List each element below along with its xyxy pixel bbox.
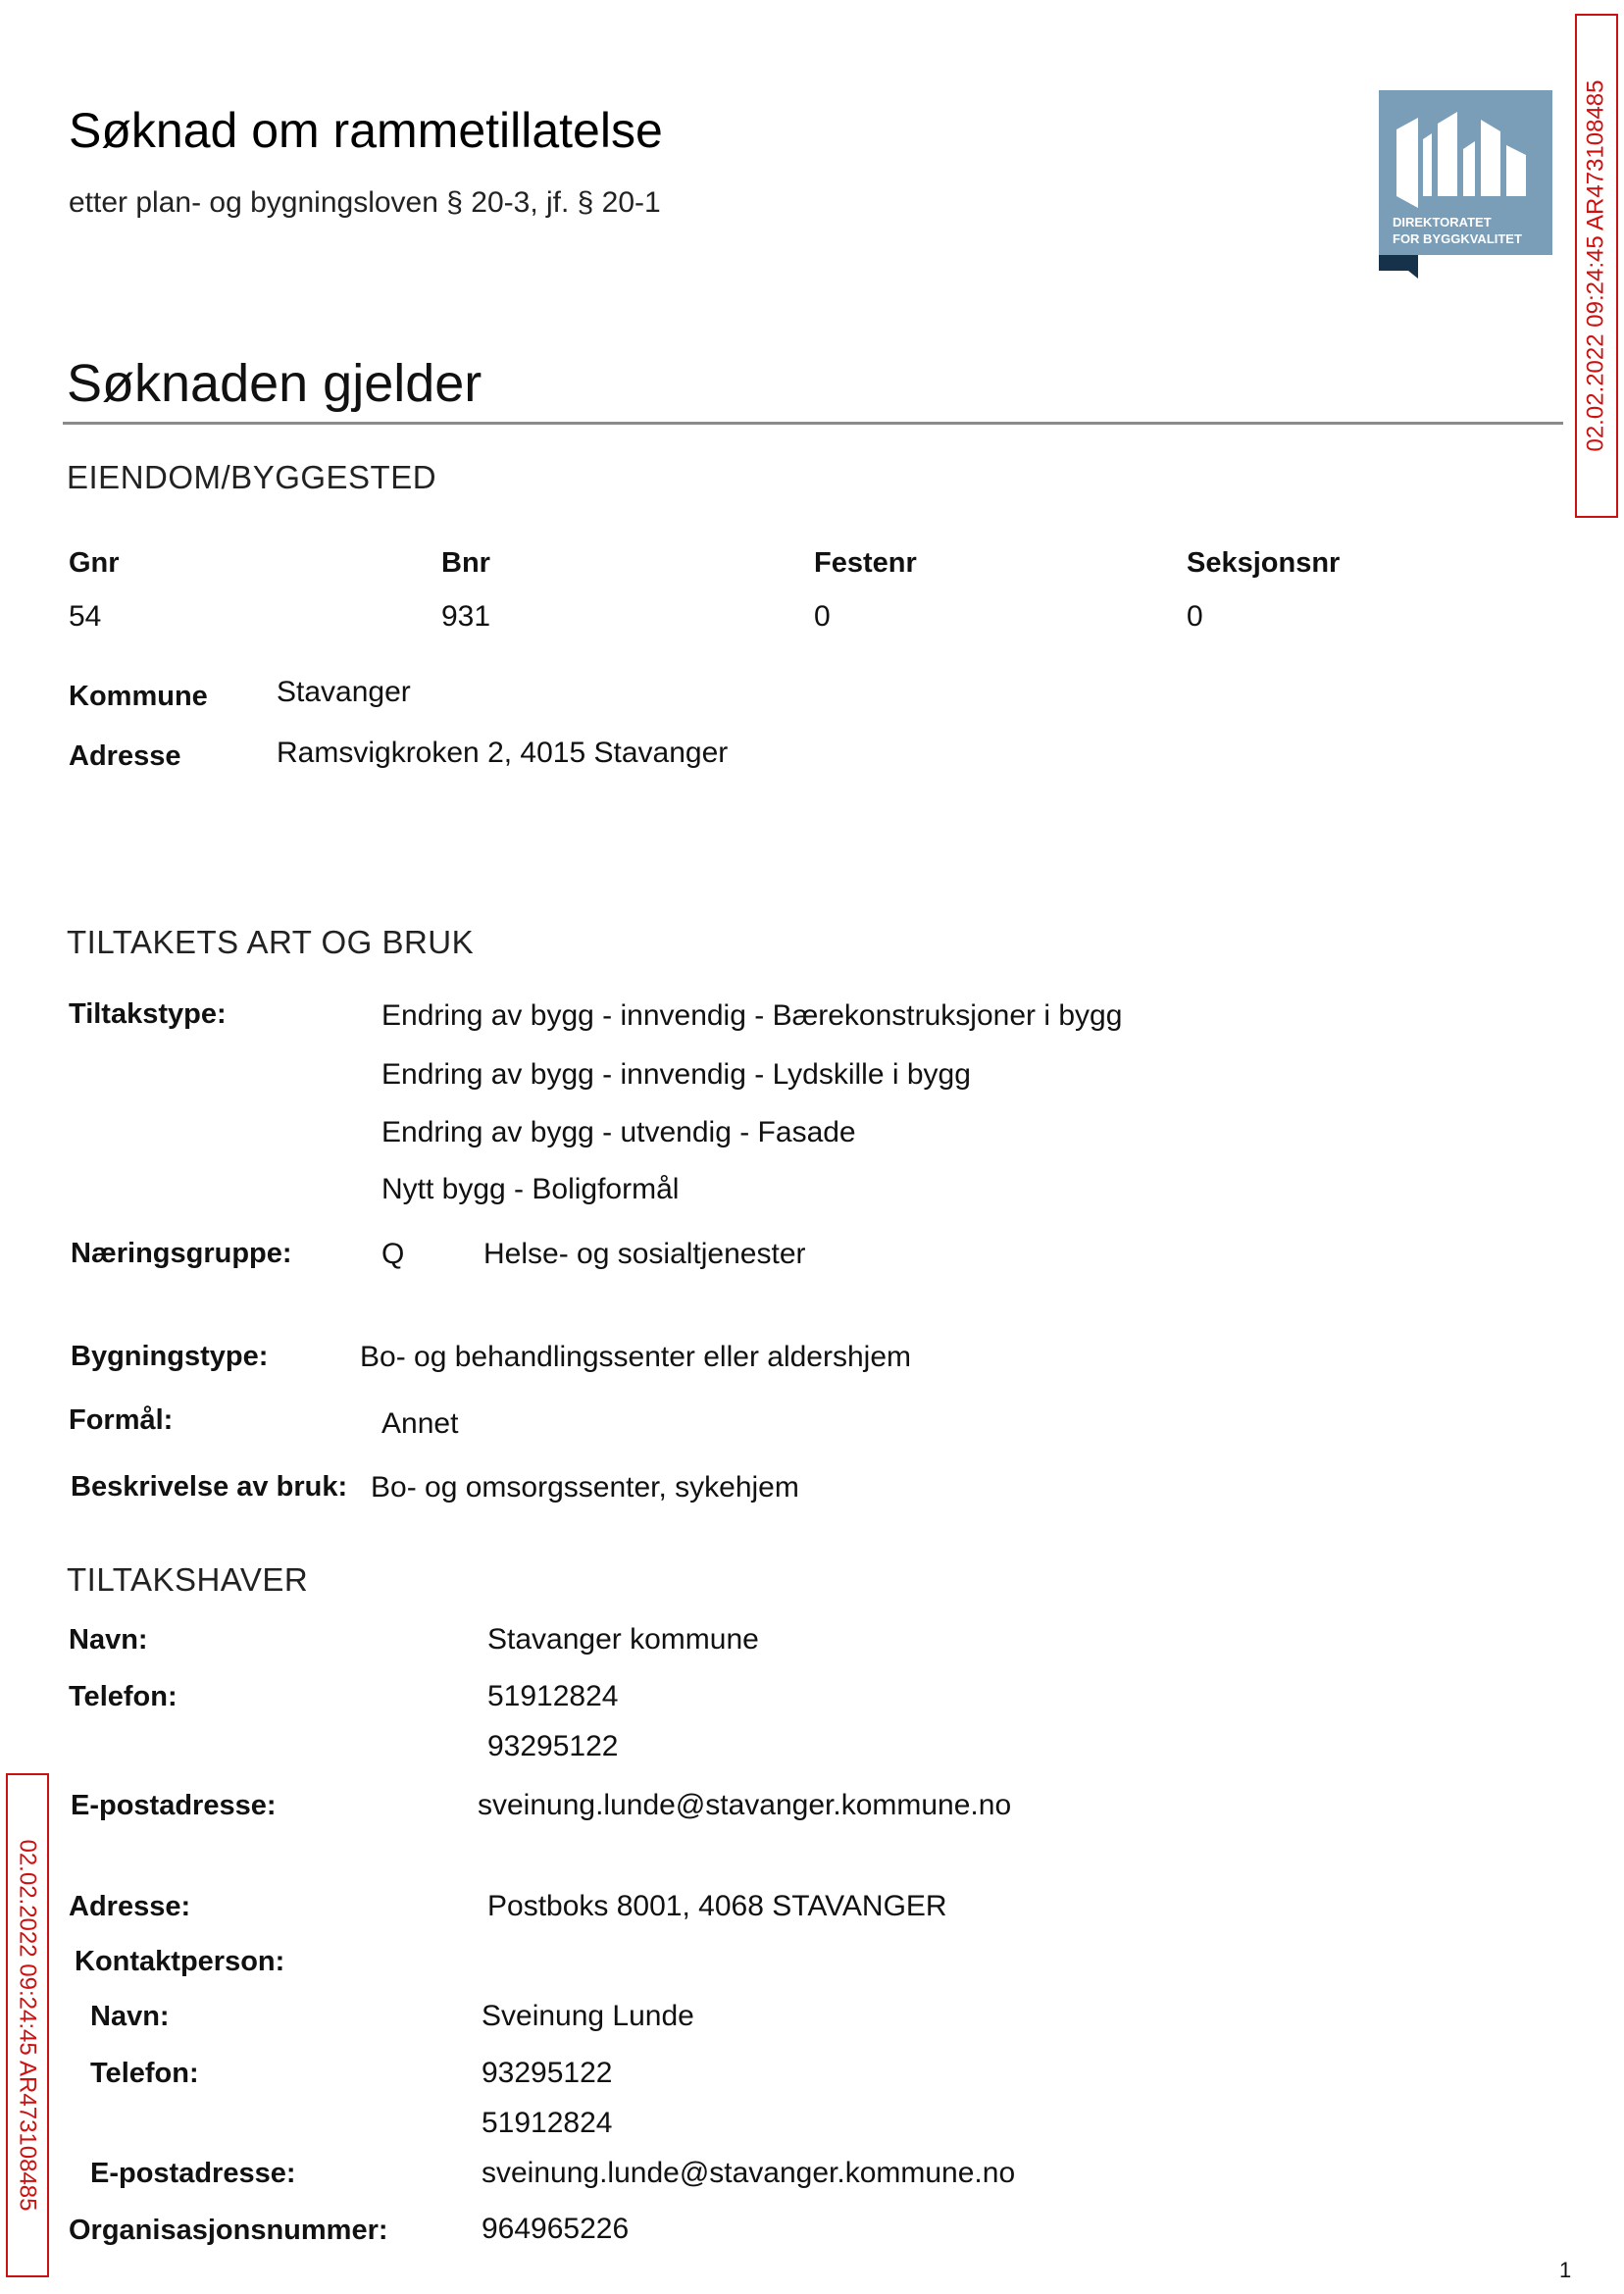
formal-label: Formål: — [69, 1404, 174, 1436]
kontakt-telefon-label: Telefon: — [90, 2058, 199, 2089]
beskrivelse-label: Beskrivelse av bruk: — [71, 1471, 348, 1503]
orgnr-value: 964965226 — [482, 2213, 630, 2245]
tiltakshaver-navn-value: Stavanger kommune — [487, 1623, 759, 1656]
tiltakshaver-telefon-value: 93295122 — [487, 1730, 619, 1762]
page-number: 1 — [1559, 2258, 1572, 2282]
section-divider — [63, 422, 1563, 425]
dibk-logo — [1379, 90, 1552, 279]
tiltakshaver-telefon-label: Telefon: — [69, 1681, 178, 1712]
bygningstype-label: Bygningstype: — [71, 1341, 269, 1372]
beskrivelse-value: Bo- og omsorgssenter, sykehjem — [371, 1471, 799, 1504]
adresse-label: Adresse — [69, 740, 181, 772]
kontakt-navn-label: Navn: — [90, 2001, 170, 2032]
tiltakshaver-navn-label: Navn: — [69, 1624, 148, 1656]
logo-text-line1: DIREKTORATET — [1393, 215, 1492, 229]
orgnr-label: Organisasjonsnummer: — [69, 2215, 388, 2246]
naeringsgruppe-value: Helse- og sosialtjenester — [483, 1238, 806, 1270]
festenr-value: 0 — [814, 600, 831, 633]
eiendom-heading: EIENDOM/BYGGESTED — [67, 459, 437, 495]
tiltakshaver-adresse-label: Adresse: — [69, 1891, 191, 1922]
kontakt-telefon-value: 51912824 — [482, 2107, 613, 2139]
kontakt-epost-value: sveinung.lunde@stavanger.kommune.no — [482, 2157, 1016, 2189]
adresse-value: Ramsvigkroken 2, 4015 Stavanger — [277, 737, 729, 769]
tiltakshaver-epost-label: E-postadresse: — [71, 1790, 277, 1821]
section-heading: Søknaden gjelder — [67, 354, 482, 413]
logo-tab — [1379, 255, 1418, 279]
tiltakstype-item: Endring av bygg - innvendig - Bærekonstruksjoner i bygg — [381, 999, 1123, 1032]
logo-text-line2: FOR BYGGKVALITET — [1393, 231, 1522, 246]
kontaktperson-label: Kontaktperson: — [75, 1946, 285, 1977]
tiltakstype-item: Nytt bygg - Boligformål — [381, 1173, 680, 1205]
document-title: Søknad om rammetillatelse — [69, 103, 663, 158]
naeringsgruppe-code: Q — [381, 1238, 405, 1270]
stamp-text: 02.02.2022 09:24:45 AR473108485 — [1583, 79, 1609, 452]
tiltakshaver-heading: TILTAKSHAVER — [67, 1561, 309, 1598]
seksjonsnr-value: 0 — [1187, 600, 1203, 633]
kommune-label: Kommune — [69, 681, 208, 712]
seksjonsnr-label: Seksjonsnr — [1187, 547, 1341, 579]
bnr-value: 931 — [441, 600, 491, 633]
kontakt-navn-value: Sveinung Lunde — [482, 2000, 694, 2032]
naeringsgruppe-label: Næringsgruppe: — [71, 1238, 292, 1269]
kommune-value: Stavanger — [277, 676, 411, 708]
bnr-label: Bnr — [441, 547, 490, 579]
stamp-text: 02.02.2022 09:24:45 AR473108485 — [15, 1839, 41, 2212]
tiltakshaver-adresse-value: Postboks 8001, 4068 STAVANGER — [487, 1890, 947, 1922]
kontakt-telefon-value: 93295122 — [482, 2057, 613, 2089]
tiltakstype-item: Endring av bygg - utvendig - Fasade — [381, 1116, 856, 1148]
tiltakstype-label: Tiltakstype: — [69, 998, 227, 1030]
tiltakshaver-telefon-value: 51912824 — [487, 1680, 619, 1712]
gnr-value: 54 — [69, 600, 102, 633]
kontakt-epost-label: E-postadresse: — [90, 2158, 296, 2189]
gnr-label: Gnr — [69, 547, 120, 579]
tiltakshaver-epost-value: sveinung.lunde@stavanger.kommune.no — [478, 1789, 1012, 1821]
festenr-label: Festenr — [814, 547, 917, 579]
document-subtitle: etter plan- og bygningsloven § 20-3, jf. § 20-1 — [69, 186, 661, 219]
tiltakstype-item: Endring av bygg - innvendig - Lydskille i bygg — [381, 1058, 971, 1091]
formal-value: Annet — [381, 1407, 459, 1440]
tiltak-heading: TILTAKETS ART OG BRUK — [67, 924, 475, 960]
bygningstype-value: Bo- og behandlingssenter eller aldershjem — [360, 1341, 912, 1373]
timestamp-stamp-left — [6, 1773, 49, 2277]
timestamp-stamp-top — [1575, 14, 1618, 518]
